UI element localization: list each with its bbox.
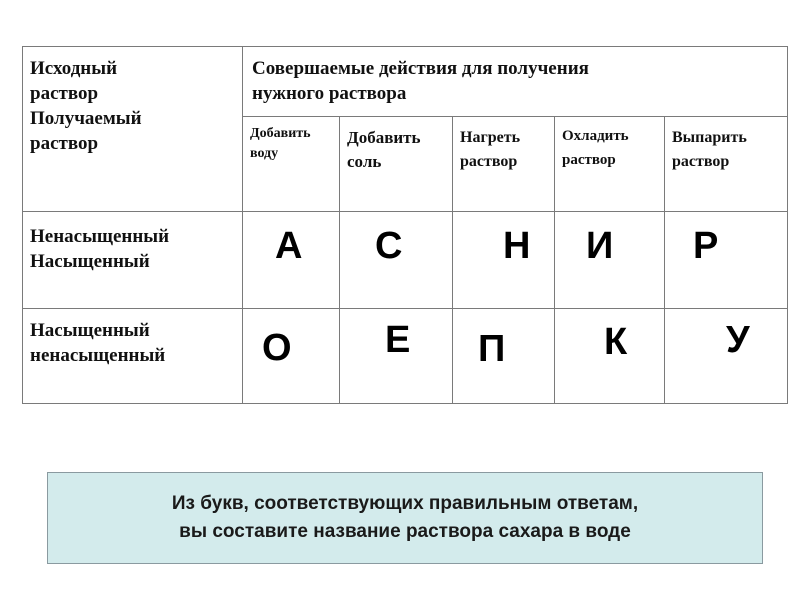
table-border-top xyxy=(22,46,788,47)
header-left-line: раствор xyxy=(30,83,99,104)
header-right-cell xyxy=(252,56,589,106)
header-left-line: Исходный xyxy=(30,58,118,79)
action-header-line: раствор xyxy=(562,152,616,168)
action-header-line: Добавить xyxy=(250,126,311,141)
table-border-bottom xyxy=(22,403,788,404)
header-right-line: Совершаемые действия для получения xyxy=(252,58,589,79)
action-header-line: раствор xyxy=(672,153,730,170)
action-header-line: Охладить xyxy=(562,128,629,144)
table-divider xyxy=(554,116,555,404)
table-divider xyxy=(22,308,788,309)
table-divider xyxy=(452,116,453,404)
row-label-line: Насыщенный xyxy=(30,320,150,341)
row-label-line: ненасыщенный xyxy=(30,345,166,366)
letter-cell[interactable]: С xyxy=(375,225,403,267)
table-divider xyxy=(339,116,340,404)
letter-cell[interactable]: А xyxy=(275,225,303,267)
letter-cell[interactable]: Р xyxy=(693,225,719,267)
instruction-line: вы составите название раствора сахара в воде xyxy=(179,521,631,542)
table-border-left xyxy=(22,46,23,404)
action-header-line: раствор xyxy=(460,153,518,170)
table-divider xyxy=(22,211,788,212)
action-header-line: Выпарить xyxy=(672,129,747,146)
letter-cell[interactable]: О xyxy=(262,327,292,369)
instruction-box xyxy=(47,472,763,564)
action-header-add-water xyxy=(250,124,311,164)
row-label-line: Насыщенный xyxy=(30,251,150,272)
letter-cell[interactable]: П xyxy=(478,328,506,370)
letter-cell[interactable]: У xyxy=(726,319,750,361)
row-label-saturated-to-unsaturated xyxy=(30,318,165,368)
table-divider xyxy=(664,116,665,404)
solutions-table xyxy=(22,46,788,404)
header-left-line: раствор xyxy=(30,133,99,154)
action-header-line: Добавить xyxy=(347,128,421,147)
action-header-cool xyxy=(562,124,629,172)
header-left-cell xyxy=(30,56,142,156)
row-label-line: Ненасыщенный xyxy=(30,226,170,247)
action-header-add-salt xyxy=(347,126,421,174)
action-header-evaporate xyxy=(672,126,747,174)
table-divider xyxy=(242,46,243,404)
letter-cell[interactable]: Е xyxy=(385,319,411,361)
action-header-line: соль xyxy=(347,152,382,171)
letter-cell[interactable]: И xyxy=(586,225,614,267)
table-divider xyxy=(242,116,788,117)
letter-cell[interactable]: Н xyxy=(503,225,531,267)
action-header-heat xyxy=(460,126,520,174)
table-border-right xyxy=(787,46,788,404)
instruction-line: Из букв, соответствующих правильным ответам, xyxy=(171,493,639,514)
header-left-line: Получаемый xyxy=(30,108,142,129)
letter-cell[interactable]: К xyxy=(604,321,628,363)
header-right-line: нужного раствора xyxy=(252,83,407,104)
action-header-line: Нагреть xyxy=(460,129,521,146)
action-header-line: воду xyxy=(250,146,279,161)
row-label-unsaturated-to-saturated xyxy=(30,224,169,274)
